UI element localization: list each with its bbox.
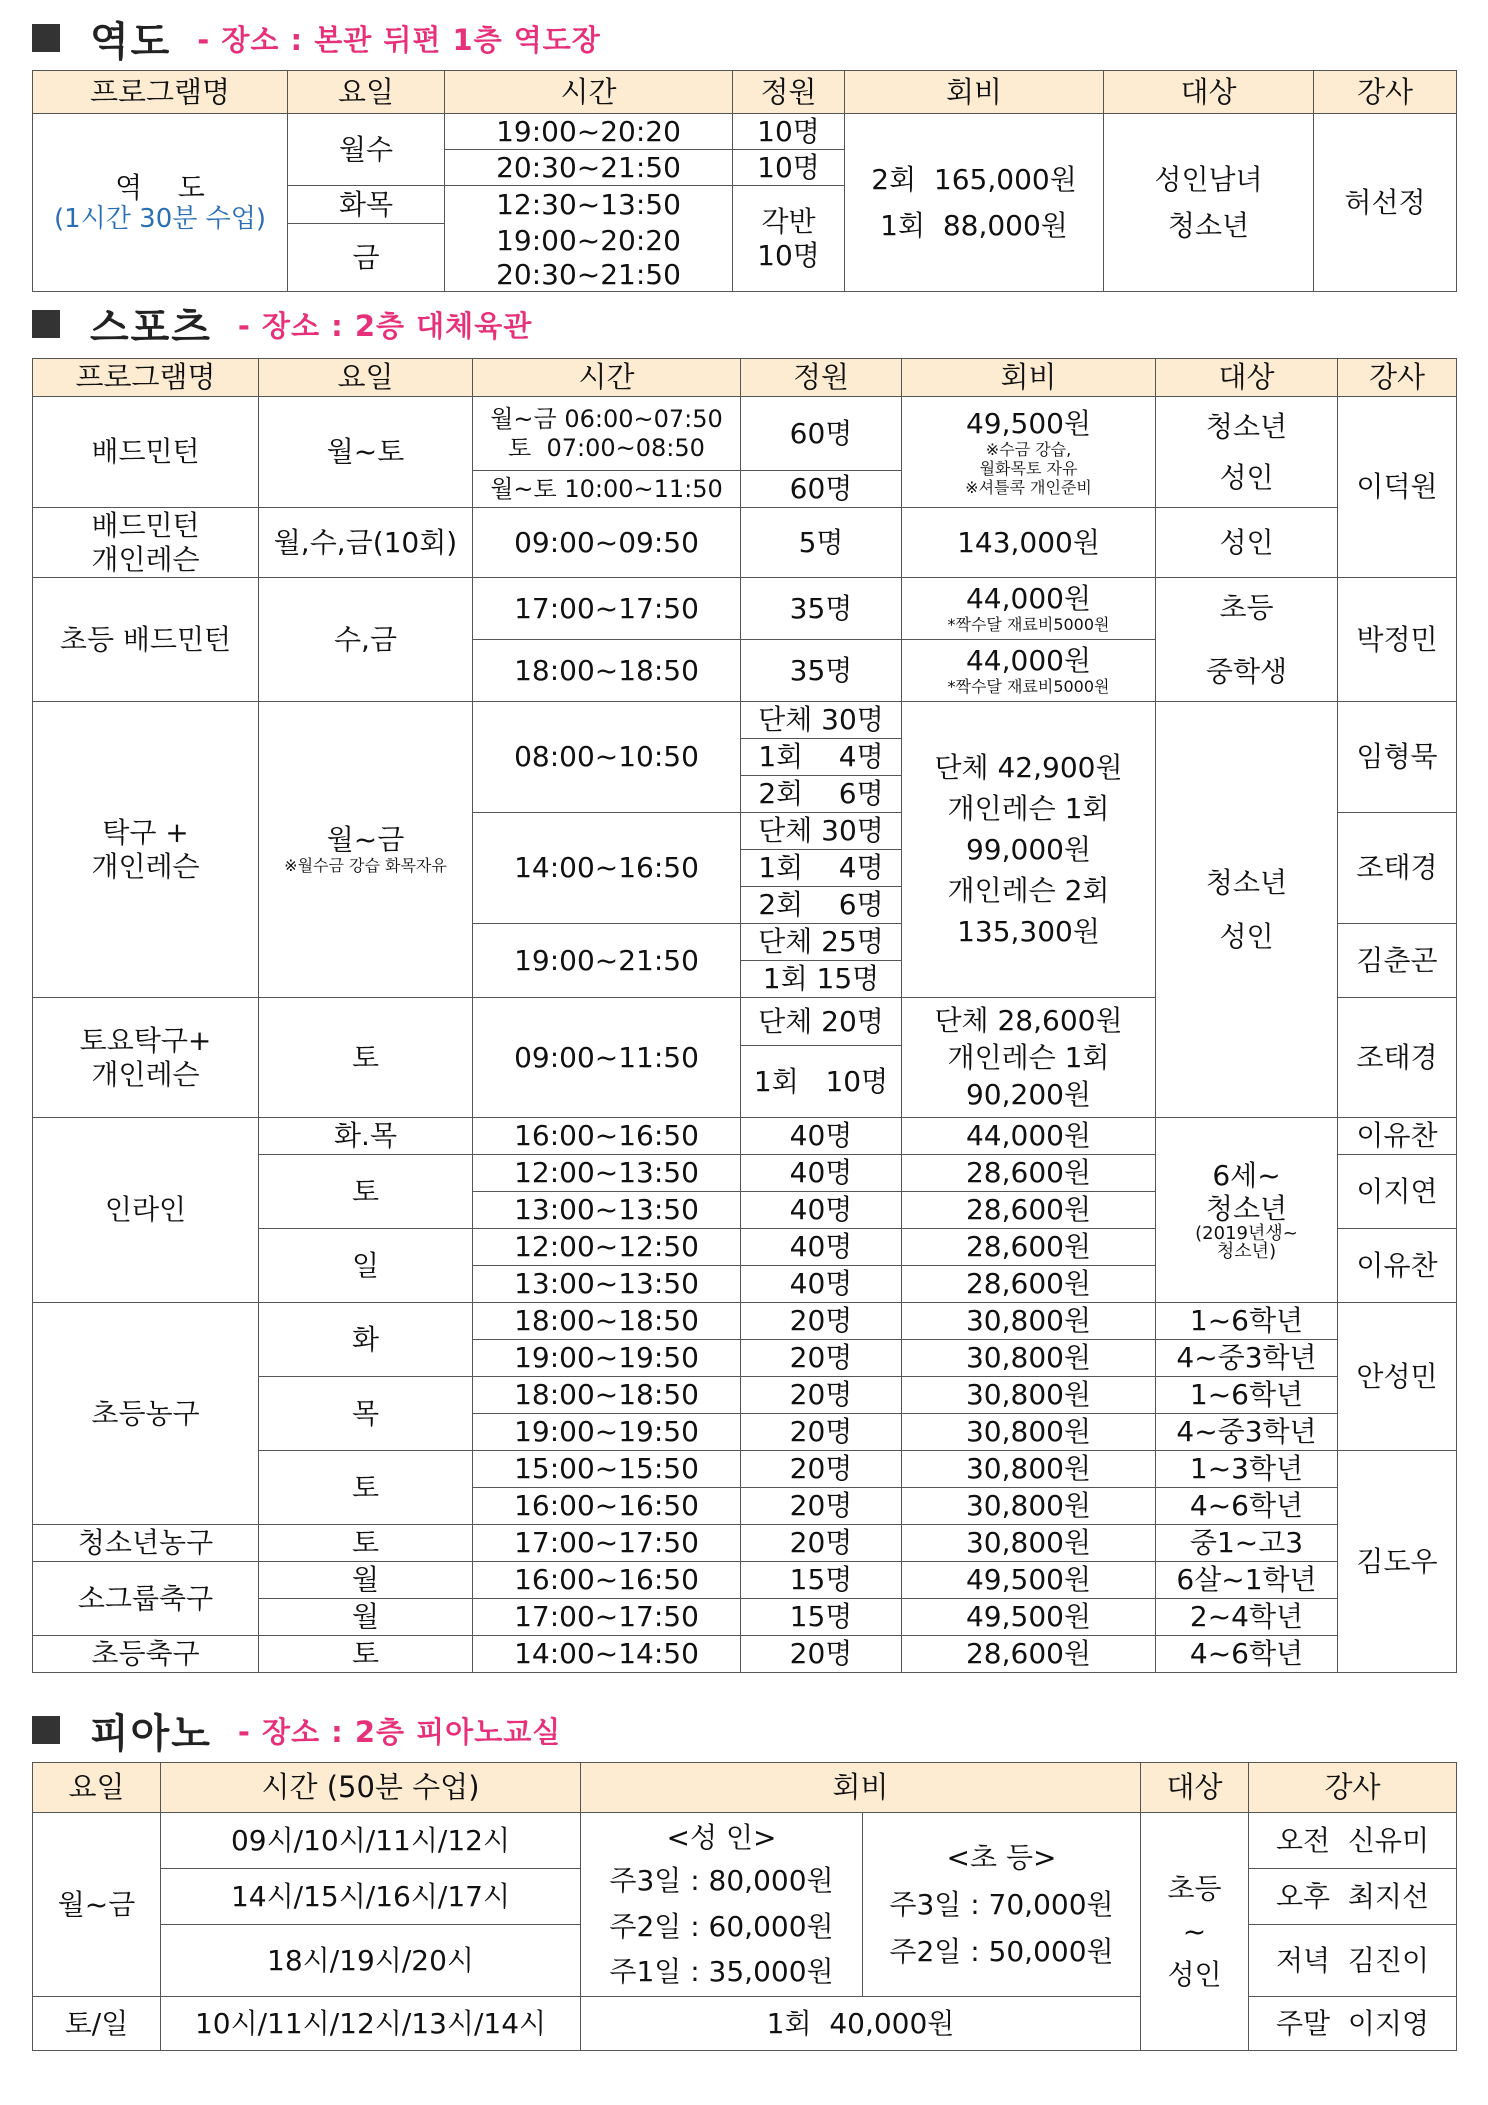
capacity-cell: 각반 10명 xyxy=(733,186,845,292)
program-cell: 초등농구 xyxy=(33,1303,259,1525)
day-cell: 화 xyxy=(259,1303,473,1377)
fee-line: 개인레슨 1회 xyxy=(947,791,1110,825)
target-line: 성인 xyxy=(1219,919,1274,953)
fee-line: 단체 42,900원 xyxy=(934,750,1123,784)
program-cell: 초등 배드민턴 xyxy=(33,578,259,702)
target-line: 청소년 xyxy=(1205,866,1288,900)
fee-line: 44,000원 xyxy=(965,582,1092,616)
fee-cell: 1회 40,000원 xyxy=(581,1997,1141,2051)
header-capacity: 정원 xyxy=(741,359,902,397)
header-day: 요일 xyxy=(33,1763,161,1813)
fee-line: 주2일 : 60,000원 xyxy=(609,1909,834,1943)
time-cell: 12:00~12:50 xyxy=(473,1229,741,1266)
day-cell: 화목 xyxy=(288,186,445,224)
fee-cell: 30,800원 xyxy=(902,1525,1156,1562)
fee-line: 개인레슨 2회 xyxy=(947,874,1110,908)
capacity-cell: 단체 30명 xyxy=(741,813,902,850)
capacity-cell: 40명 xyxy=(741,1266,902,1303)
time-cell: 17:00~17:50 xyxy=(473,1599,741,1636)
teacher-cell: 박정민 xyxy=(1338,578,1457,702)
fee-note: ※수금 강습, xyxy=(985,439,1072,459)
time-cell: 14시/15시/16시/17시 xyxy=(161,1869,581,1925)
target-cell: 4~6학년 xyxy=(1156,1636,1338,1673)
fee-cell: 30,800원 xyxy=(902,1340,1156,1377)
program-name: 개인레슨 xyxy=(91,849,200,883)
time-cell: 18:00~18:50 xyxy=(473,640,741,702)
header-target: 대상 xyxy=(1156,359,1338,397)
time-cell: 14:00~14:50 xyxy=(473,1636,741,1673)
time-cell: 20:30~21:50 xyxy=(445,258,733,292)
time-cell: 13:00~13:50 xyxy=(473,1192,741,1229)
section-title: 스포츠 xyxy=(90,304,212,351)
adult-fee-cell xyxy=(581,1813,863,1997)
target-cell: 4~중3학년 xyxy=(1156,1414,1338,1451)
capacity-cell: 5명 xyxy=(741,508,902,578)
fee-line: 135,300원 xyxy=(957,915,1100,949)
capacity-cell: 20명 xyxy=(741,1525,902,1562)
time-cell: 16:00~16:50 xyxy=(473,1118,741,1155)
target-note: 청소년) xyxy=(1216,1241,1277,1263)
section-location: - 장소 : 2층 대체육관 xyxy=(237,308,533,343)
day-cell: 월~토 xyxy=(259,397,473,508)
program-cell: 인라인 xyxy=(33,1118,259,1303)
program-cell: 청소년농구 xyxy=(33,1525,259,1562)
fee-line: 90,200원 xyxy=(965,1078,1092,1112)
time-cell: 09:00~11:50 xyxy=(473,998,741,1118)
header-day: 요일 xyxy=(288,71,445,114)
header-program: 프로그램명 xyxy=(33,71,288,114)
teacher-cell: 저녁 김진이 xyxy=(1249,1925,1457,1997)
program-cell: 배드민턴 xyxy=(33,397,259,508)
fee-cell xyxy=(902,578,1156,640)
day-cell: 월 xyxy=(259,1562,473,1599)
capacity-cell: 40명 xyxy=(741,1155,902,1192)
fee-cell xyxy=(902,640,1156,702)
teacher-cell: 안성민 xyxy=(1338,1303,1457,1451)
program-name: 개인레슨 xyxy=(91,1057,200,1091)
program-name: 탁구 + xyxy=(102,816,189,850)
time-cell: 18시/19시/20시 xyxy=(161,1925,581,1997)
section-header-piano xyxy=(32,1706,562,1757)
fee-line: 주3일 : 80,000원 xyxy=(609,1864,834,1898)
target-cell: 1~6학년 xyxy=(1156,1377,1338,1414)
fee-cell: 143,000원 xyxy=(902,508,1156,578)
program-note: (1시간 30분 수업) xyxy=(53,203,267,234)
teacher-cell: 이지연 xyxy=(1338,1155,1457,1229)
fee-cell: 30,800원 xyxy=(902,1377,1156,1414)
capacity-cell: 1회 4명 xyxy=(741,739,902,776)
teacher-cell: 오전 신유미 xyxy=(1249,1813,1457,1869)
teacher-cell: 김춘곤 xyxy=(1338,924,1457,998)
capacity-cell: 20명 xyxy=(741,1488,902,1525)
fee-cell xyxy=(902,702,1156,998)
time-line: 월~금 06:00~07:50 xyxy=(490,405,723,434)
fee-line: 49,500원 xyxy=(965,406,1092,440)
header-time: 시간 xyxy=(445,71,733,114)
time-cell: 12:30~13:50 xyxy=(445,186,733,224)
time-cell: 19:00~20:20 xyxy=(445,114,733,150)
target-cell xyxy=(1156,578,1338,702)
day-line: 월~금 xyxy=(326,823,405,857)
header-target: 대상 xyxy=(1104,71,1314,114)
time-cell: 월~토 10:00~11:50 xyxy=(473,471,741,508)
target-cell: 1~6학년 xyxy=(1156,1303,1338,1340)
capacity-cell: 단체 20명 xyxy=(741,998,902,1046)
fee-note: *짝수달 재료비5000원 xyxy=(947,615,1110,635)
capacity-cell: 40명 xyxy=(741,1192,902,1229)
day-cell xyxy=(259,702,473,998)
target-cell: 4~중3학년 xyxy=(1156,1340,1338,1377)
capacity-cell: 15명 xyxy=(741,1599,902,1636)
teacher-cell: 이덕원 xyxy=(1338,397,1457,578)
fee-cell: 28,600원 xyxy=(902,1155,1156,1192)
square-bullet-icon xyxy=(32,24,60,52)
day-cell: 토 xyxy=(259,1525,473,1562)
teacher-cell: 임형묵 xyxy=(1338,702,1457,813)
section-header-weightlifting xyxy=(32,14,601,65)
header-capacity: 정원 xyxy=(733,71,845,114)
fee-cell: 30,800원 xyxy=(902,1451,1156,1488)
fee-cell xyxy=(902,397,1156,508)
target-line: ~ xyxy=(1182,1914,1207,1948)
target-line: 청소년 xyxy=(1205,409,1288,443)
day-note: ※월수금 강습 화목자유 xyxy=(284,856,447,876)
capacity-cell: 2회 6명 xyxy=(741,887,902,924)
program-cell xyxy=(33,702,259,998)
fee-line: 주2일 : 50,000원 xyxy=(889,1935,1114,1969)
capacity-cell: 10명 xyxy=(733,114,845,150)
fee-title: <초 등> xyxy=(946,1840,1057,1874)
time-cell: 19:00~21:50 xyxy=(473,924,741,998)
capacity-cell: 35명 xyxy=(741,578,902,640)
capacity-cell: 40명 xyxy=(741,1229,902,1266)
target-line: 성인남녀 xyxy=(1154,163,1263,197)
target-line: 성인 xyxy=(1219,461,1274,494)
header-teacher: 강사 xyxy=(1338,359,1457,397)
capacity-cell: 1회 10명 xyxy=(741,1046,902,1118)
day-cell: 토 xyxy=(259,1155,473,1229)
target-cell xyxy=(1141,1813,1249,2051)
time-line: 토 07:00~08:50 xyxy=(508,433,705,462)
capacity-cell: 10명 xyxy=(733,150,845,186)
program-name: 개인레슨 xyxy=(91,542,200,576)
teacher-cell: 허선정 xyxy=(1314,114,1457,292)
time-cell: 18:00~18:50 xyxy=(473,1303,741,1340)
fee-cell: 44,000원 xyxy=(902,1118,1156,1155)
header-teacher: 강사 xyxy=(1314,71,1457,114)
program-name: 토요탁구+ xyxy=(79,1024,212,1058)
time-cell: 19:00~20:20 xyxy=(445,224,733,258)
fee-line: 99,000원 xyxy=(965,832,1092,866)
section-location: - 장소 : 2층 피아노교실 xyxy=(237,1714,562,1749)
time-cell: 09:00~09:50 xyxy=(473,508,741,578)
target-line: 청소년 xyxy=(1205,1192,1288,1225)
time-cell: 15:00~15:50 xyxy=(473,1451,741,1488)
teacher-cell: 오후 최지선 xyxy=(1249,1869,1457,1925)
time-cell: 10시/11시/12시/13시/14시 xyxy=(161,1997,581,2051)
capacity-cell: 20명 xyxy=(741,1451,902,1488)
capacity-cell: 20명 xyxy=(741,1414,902,1451)
fee-line: 주3일 : 70,000원 xyxy=(889,1887,1114,1921)
capacity-cell: 단체 30명 xyxy=(741,702,902,739)
capacity-cell: 40명 xyxy=(741,1118,902,1155)
fee-cell: 49,500원 xyxy=(902,1599,1156,1636)
target-cell: 중1~고3 xyxy=(1156,1525,1338,1562)
target-line: 청소년 xyxy=(1167,208,1250,242)
time-cell: 12:00~13:50 xyxy=(473,1155,741,1192)
fee-cell: 28,600원 xyxy=(902,1192,1156,1229)
program-name: 배드민턴 xyxy=(91,509,200,543)
teacher-cell: 조태경 xyxy=(1338,813,1457,924)
fee-note: 월화목토 자유 xyxy=(979,458,1078,478)
program-cell xyxy=(33,998,259,1118)
time-cell: 19:00~19:50 xyxy=(473,1340,741,1377)
fee-cell: 49,500원 xyxy=(902,1562,1156,1599)
day-cell: 토 xyxy=(259,1636,473,1673)
day-cell: 토 xyxy=(259,998,473,1118)
target-cell: 1~3학년 xyxy=(1156,1451,1338,1488)
day-cell: 토 xyxy=(259,1451,473,1525)
time-cell: 17:00~17:50 xyxy=(473,1525,741,1562)
header-program: 프로그램명 xyxy=(33,359,259,397)
fee-line: 단체 28,600원 xyxy=(934,1003,1123,1037)
header-time: 시간 xyxy=(473,359,741,397)
section-title: 피아노 xyxy=(90,1710,212,1757)
time-cell: 16:00~16:50 xyxy=(473,1562,741,1599)
teacher-cell: 조태경 xyxy=(1338,998,1457,1118)
day-cell: 월 xyxy=(259,1599,473,1636)
capacity-cell: 35명 xyxy=(741,640,902,702)
capacity-cell: 1회 4명 xyxy=(741,850,902,887)
capacity-cell: 1회 15명 xyxy=(741,961,902,998)
section-title: 역도 xyxy=(90,18,172,65)
time-cell: 14:00~16:50 xyxy=(473,813,741,924)
program-cell xyxy=(33,508,259,578)
fee-line: 1회 88,000원 xyxy=(880,208,1068,242)
capacity-cell: 20명 xyxy=(741,1636,902,1673)
day-cell: 월수 xyxy=(288,114,445,186)
time-cell: 08:00~10:50 xyxy=(473,702,741,813)
header-fee: 회비 xyxy=(902,359,1156,397)
time-cell: 17:00~17:50 xyxy=(473,578,741,640)
fee-cell: 30,800원 xyxy=(902,1303,1156,1340)
capacity-cell: 20명 xyxy=(741,1340,902,1377)
header-teacher: 강사 xyxy=(1249,1763,1457,1813)
target-cell: 6살~1학년 xyxy=(1156,1562,1338,1599)
fee-line: 2회 165,000원 xyxy=(871,163,1077,197)
teacher-cell: 이유찬 xyxy=(1338,1229,1457,1303)
program-cell xyxy=(33,114,288,292)
teacher-cell: 김도우 xyxy=(1338,1451,1457,1673)
weightlifting-table xyxy=(32,70,1457,292)
target-line: 중학생 xyxy=(1205,654,1288,688)
teacher-cell: 주말 이지영 xyxy=(1249,1997,1457,2051)
fee-cell: 28,600원 xyxy=(902,1266,1156,1303)
time-cell: 19:00~19:50 xyxy=(473,1414,741,1451)
capacity-cell: 단체 25명 xyxy=(741,924,902,961)
time-cell: 18:00~18:50 xyxy=(473,1377,741,1414)
day-cell: 월,수,금(10회) xyxy=(259,508,473,578)
section-header-sports xyxy=(32,300,533,351)
target-cell xyxy=(1104,114,1314,292)
fee-cell: 28,600원 xyxy=(902,1636,1156,1673)
sports-table xyxy=(32,358,1457,1673)
fee-cell: 30,800원 xyxy=(902,1488,1156,1525)
fee-cell xyxy=(845,114,1104,292)
capacity-cell: 20명 xyxy=(741,1377,902,1414)
target-cell: 성인 xyxy=(1156,508,1338,578)
time-cell: 13:00~13:50 xyxy=(473,1266,741,1303)
fee-line: 개인레슨 1회 xyxy=(947,1040,1110,1074)
program-cell: 초등축구 xyxy=(33,1636,259,1673)
fee-note: ※셔틀콕 개인준비 xyxy=(965,478,1092,498)
kid-fee-cell xyxy=(863,1813,1141,1997)
section-location: - 장소 : 본관 뒤편 1층 역도장 xyxy=(197,22,601,57)
fee-cell xyxy=(902,998,1156,1118)
target-line: 초등 xyxy=(1219,591,1274,625)
header-fee: 회비 xyxy=(845,71,1104,114)
target-note: (2019년생~ xyxy=(1195,1223,1298,1245)
day-cell: 금 xyxy=(288,224,445,292)
square-bullet-icon xyxy=(32,1716,60,1744)
capacity-cell: 2회 6명 xyxy=(741,776,902,813)
day-cell: 수,금 xyxy=(259,578,473,702)
fee-line: 주1일 : 35,000원 xyxy=(609,1954,834,1988)
time-cell xyxy=(473,397,741,471)
header-time: 시간 (50분 수업) xyxy=(161,1763,581,1813)
target-line: 성인 xyxy=(1167,1958,1222,1992)
target-line: 초등 xyxy=(1167,1871,1222,1905)
target-cell: 2~4학년 xyxy=(1156,1599,1338,1636)
teacher-cell: 이유찬 xyxy=(1338,1118,1457,1155)
target-cell xyxy=(1156,397,1338,508)
fee-cell: 28,600원 xyxy=(902,1229,1156,1266)
fee-cell: 30,800원 xyxy=(902,1414,1156,1451)
capacity-cell: 20명 xyxy=(741,1303,902,1340)
header-fee: 회비 xyxy=(581,1763,1141,1813)
header-target: 대상 xyxy=(1141,1763,1249,1813)
fee-title: <성 인> xyxy=(666,1821,777,1855)
target-line: 6세~ xyxy=(1212,1158,1281,1192)
day-cell: 일 xyxy=(259,1229,473,1303)
fee-note: *짝수달 재료비5000원 xyxy=(947,677,1110,697)
time-cell: 09시/10시/11시/12시 xyxy=(161,1813,581,1869)
piano-table xyxy=(32,1762,1457,2051)
time-cell: 20:30~21:50 xyxy=(445,150,733,186)
target-cell xyxy=(1156,702,1338,1118)
day-cell: 토/일 xyxy=(33,1997,161,2051)
target-cell: 4~6학년 xyxy=(1156,1488,1338,1525)
capacity-cell: 60명 xyxy=(741,397,902,471)
program-cell: 소그룹축구 xyxy=(33,1562,259,1636)
time-cell: 16:00~16:50 xyxy=(473,1488,741,1525)
day-cell: 월~금 xyxy=(33,1813,161,1997)
capacity-cell: 15명 xyxy=(741,1562,902,1599)
fee-line: 44,000원 xyxy=(965,644,1092,678)
header-day: 요일 xyxy=(259,359,473,397)
capacity-cell: 60명 xyxy=(741,471,902,508)
square-bullet-icon xyxy=(32,310,60,338)
day-cell: 목 xyxy=(259,1377,473,1451)
target-cell xyxy=(1156,1118,1338,1303)
program-name: 역 도 xyxy=(115,170,205,204)
day-cell: 화.목 xyxy=(259,1118,473,1155)
